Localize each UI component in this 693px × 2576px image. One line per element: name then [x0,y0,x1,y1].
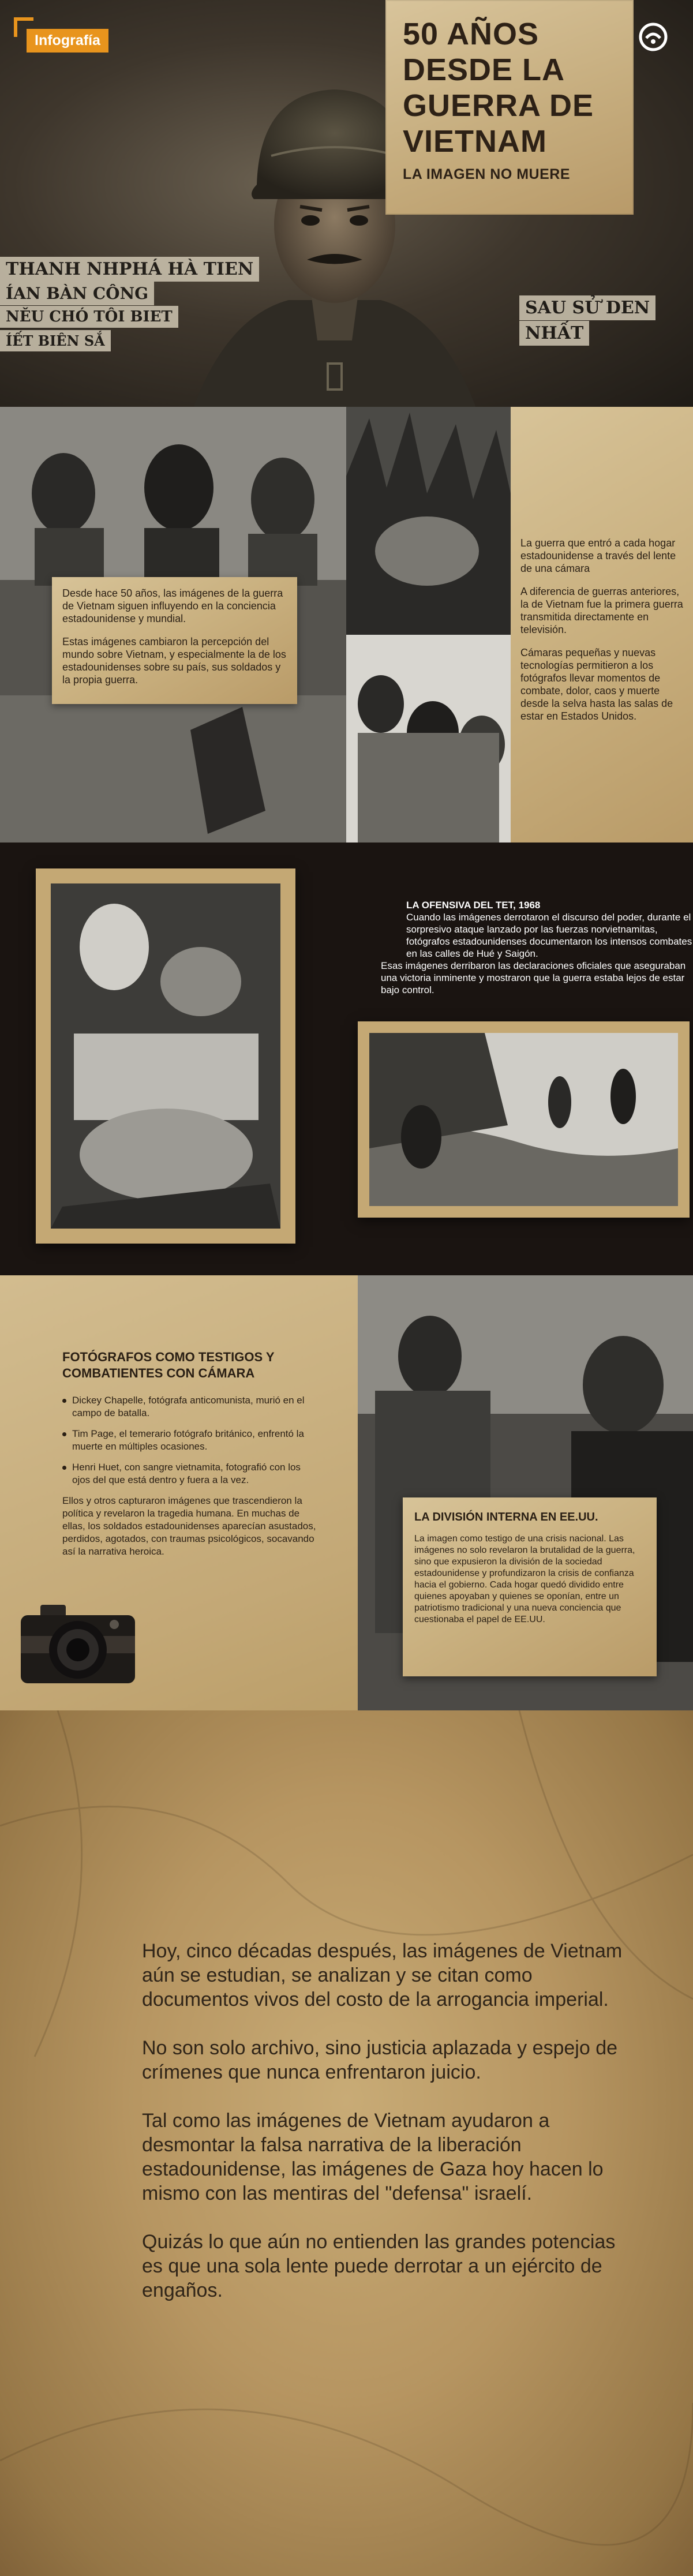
division-heading: LA DIVISIÓN INTERNA EN EE.UU. [414,1511,598,1523]
bullet-icon [62,1399,66,1403]
beach-landing-photo [369,1033,678,1206]
badge-label: Infografía [27,29,108,53]
main-title-line: GUERRA DE [403,88,594,123]
photographers-paragraph: Ellos y otros capturaron imágenes que trascendieron la política y revelaron la tragedia humana. En muchas de ellas, los soldados estadounidenses aparecían asustados, perdidos, agotados, con traumas psicológicos, socavando así la narrativa heroica. [62,1495,316,1557]
newspaper-strip: NHẤT [519,321,589,346]
tv-war-paragraph-1: La guerra que entró a cada hogar estadounidense a través del lente de una cámara [520,537,676,574]
helicopter-photo-frame [36,868,295,1244]
tet-offensive-section [0,843,693,1275]
tv-war-paragraph-3: Cámaras pequeñas y nuevas tecnologías permitieron a los fotógrafos llevar momentos de combate, dolor, caos y muerte desde la selva hasta las salas de estar en Estados Unidos. [520,647,673,722]
al-mayadeen-logo-icon [638,22,668,52]
newspaper-strip: ÍẾT BIÊN SẮ [0,330,111,351]
closing-paragraph-2: No son solo archivo, sino justicia aplazada y espejo de crímenes que nunca enfrentaron juicio. [142,2037,618,2083]
list-item [62,1394,321,1420]
intro-text-block [62,587,290,686]
newspaper-strip: THANH NHPHÁ HÀ TIEN [0,257,259,282]
division-text-block [414,1509,647,1626]
main-subtitle: LA IMAGEN NO MUERE [403,166,571,182]
main-title-line: DESDE LA [403,53,565,87]
tet-heading: LA OFENSIVA DEL TET, 1968 [406,900,541,911]
children-photo [346,635,511,843]
photographers-text-block [62,1349,321,1568]
tet-paragraph-1: Cuando las imágenes derrotaron el discurso del poder, durante el sorpresivo ataque lanzado por las fuerzas norvietnamitas, fotógrafos estadounidenses documentaron los intensos combates en las calles de Hué y Saigón. [406,912,692,959]
main-title-line: 50 AÑOS [403,17,540,51]
main-title-line: VIETNAM [403,124,547,159]
title-card [385,0,634,215]
list-item-text: Henri Huet, con sangre vietnamita, fotografió con los ojos del que está dentro y fuera a la vez. [72,1462,301,1485]
wounded-soldiers-photo [51,883,280,1229]
bullet-icon [62,1432,66,1436]
closing-text-block [142,1939,638,2327]
list-item-text: Dickey Chapelle, fotógrafa anticomunista, murió en el campo de batalla. [72,1395,305,1418]
jungle-combat-photo [346,407,511,635]
photographers-section [0,1275,693,1710]
tv-war-paragraph-2: A diferencia de guerras anteriores, la de Vietnam fue la primera guerra transmitida directamente en televisión. [520,586,683,635]
beach-landing-photo-frame [358,1021,690,1218]
photo-collage-section [0,407,693,843]
tet-paragraph-2: Esas imágenes derribaron las declaraciones oficiales que aseguraban una victoria inminente y mostraron que la guerra estaba lejos de estar bajo control. [381,960,686,995]
division-paragraph: La imagen como testigo de una crisis nacional. Las imágenes no solo revelaron la brutalidad de la guerra, sino que expusieron la división de la sociedad estadounidense y profundizaron la crisis de confianza hacia el gobierno. Cada hogar quedó dividido entre quienes apoyaban y quienes se oponían, entre un patriotismo tradicional y una nueva conciencia que cuestionaba el papel de EE.UU. [414,1534,635,1624]
newspaper-strip: NĚU CHÓ TÔI BIET [0,306,178,328]
closing-paragraph-3: Tal como las imágenes de Vietnam ayudaron a desmontar la falsa narrativa de la liberación estadounidense, las imágenes de Gaza hoy hacen lo mismo con las mentiras del "defensa" israelí. [142,2110,604,2204]
tv-war-text-block [520,537,688,722]
bullet-icon [62,1466,66,1470]
intro-paragraph-1: Desde hace 50 años, las imágenes de la guerra de Vietnam siguen influyendo en la conciencia estadounidense y mundial. [62,587,283,624]
closing-paragraph-4: Quizás lo que aún no entienden las grandes potencias es que una sola lente puede derrotar a un ejército de engaños. [142,2231,616,2301]
list-item-text: Tim Page, el temerario fotógrafo británico, enfrentó la muerte en múltiples ocasiones. [72,1428,304,1452]
closing-section [0,1710,693,2576]
closing-paragraph-1: Hoy, cinco décadas después, las imágenes de Vietnam aún se estudian, se analizan y se citan como documentos vivos del costo de la arrogancia imperial. [142,1940,623,2010]
newspaper-strip: ÍAN BÀN CÔNG [0,282,154,305]
list-item [62,1461,321,1487]
intro-paragraph-2: Estas imágenes cambiaron la percepción del mundo sobre Vietnam, y especialmente la de los estadounidenses sobre su país, sus soldados y la propia guerra. [62,636,286,686]
photographers-heading: FOTÓGRAFOS COMO TESTIGOS Y COMBATIENTES CON CÁMARA [62,1350,275,1380]
hero-section [0,0,693,407]
newspaper-strip: SAU SỬ DEN [519,295,655,320]
list-item [62,1428,321,1453]
tet-text-block [381,899,692,996]
camera-icon [17,1601,138,1688]
